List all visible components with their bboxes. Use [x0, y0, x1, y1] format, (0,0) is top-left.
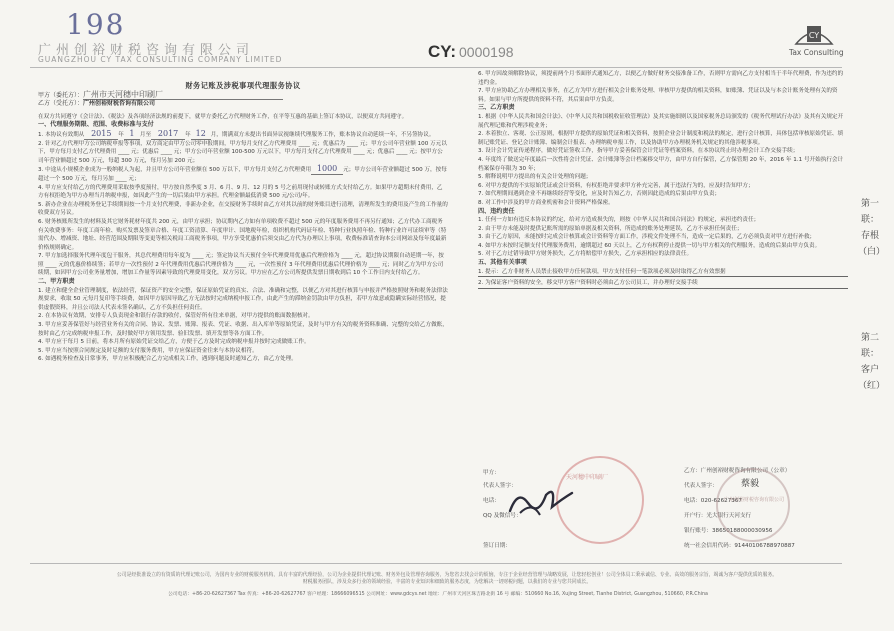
party-a-seal-text: 天河穗中印刷厂	[566, 474, 609, 481]
party-b-rep-label: 代表人签字：	[684, 483, 718, 489]
section-4-heading: 四、违约责任	[478, 207, 515, 215]
clause-3-3: 3. 设计会计凭证传递程序，做好凭证签收工作，指导甲方妥善保管会计凭证等档案资料，在本协议终止时办理会计工作交接手续；	[478, 148, 799, 155]
footer-line-1: 公司是经批准设立的有资质的代理记账公司，为国内专业的财税服务机构，具有丰富的代理经验，公司为企业提供代理记账、财务外包及管理咨询服务，为您省去找会计的烦恼，专注于企业经营管理与战略发展，让您轻松创业！公司全体员工秉承诚信、专业、高效的服务宗旨，竭诚为客户提供优质的服务。	[116, 572, 778, 578]
footer-contact: 公司电话：+86-20-62627367 Tax 传真：+86-20-62627767 客户经理：18666096515 公司网址：www.gdcys.net 地址：广州市天河区珠吉路北街 16 号 邮编：510660 No.16, Xujing Street, Tianhe District, Guangzhou, 510660, P.R.China	[168, 592, 708, 597]
party-a-name: 广州市天河穗中印刷厂	[83, 91, 283, 101]
clause-4-2: 2. 由于甲方未能及时提供记账所需的原始单据及相关资料，所造成的账务处理延误，乙方不承担任何责任；	[478, 225, 743, 232]
party-a-qq-label: QQ 及微信号：	[483, 513, 522, 519]
footer-text	[32, 572, 862, 587]
clause-2-5: 5. 甲方应当按照合同规定及时足额的支付服务费用，甲方应保证资金往来与本协议相符。	[38, 347, 258, 354]
footer-divider	[30, 563, 842, 564]
party-a-rep-label: 代表人签字：	[483, 483, 517, 489]
section-1-heading: 一、代理服务期限、范围、收费标准与支付	[38, 121, 154, 129]
clause-4-5: 5. 对于乙方过错导致甲方财务损失，乙方将赔偿甲方损失，乙方承担相应的法律责任。	[478, 251, 693, 258]
clause-2-7: 7. 甲方应协助乙方办理相关事务，在乙方为甲方进行相关会计账务处理、审核甲方提供的相关资料，如账簿、凭证以及与本会计账务处理有关的资料。如果与甲方所提供的资料不符，其后果由甲方负责。	[478, 88, 838, 103]
party-b-line: 乙方（受托方）：广州创裕财税咨询有限公司	[38, 100, 156, 108]
copy-2-label: 第二联：客户（红）	[858, 333, 886, 391]
party-b-phone: 电话：020-62627367	[684, 498, 742, 504]
clause-2-6: 6. 如遇税务检查及日常事务，甲方应积极配合乙方完成相关工作，遇到问题及时通知乙方，由乙方处理。	[38, 356, 297, 363]
party-b-bank: 开户行：光大银行天河支行	[684, 513, 752, 519]
clause-3-2: 2. 本着独立、客观、公正原则，根据甲方提供的原始凭证和相关资料，按照企业会计制度和税法的规定，进行会计核算，具体包括审核原始凭证、填制记账凭证、登记会计账簿、编制会计报表、办理纳税申报工作，以及协助甲方办理税务机关规定的其他涉税事项。	[478, 131, 844, 146]
copy-1-label: 第一联：存根（白）	[858, 199, 886, 257]
handwritten-number: 198	[66, 8, 126, 41]
clause-4-1: 1. 任何一方如有违反本协议的约定，给对方造成损失的，则按《中华人民共和国合同法》的规定，承担违约责任；	[478, 217, 760, 224]
section-5-heading: 五、其他有关事项	[478, 259, 527, 267]
clause-1-1: 1. 本协议有效期从 2015 年 1 月至 2017 年 12 月，期满双方未提出书面异议视继续代理服务工作，账本协议自动延续一年，不另签协议。	[38, 128, 435, 138]
document-code: CY: 0000198	[428, 42, 514, 61]
clause-2-2: 2. 在本协议有效期，安排专人负责现金和银行存款的收付，保管好所有往来单据，对甲方提供的账面数据核对。	[38, 313, 314, 320]
party-a-signature	[506, 481, 576, 521]
party-a-date-label: 签订日期：	[483, 543, 511, 549]
clause-3-4: 4. 年度终了做送完年度最后一次性将会计凭证、会计账簿等会计档案移交甲方，由甲方自行保管，乙方保管期 20 年，2016 年 1.1 号开始执行会计档案保存年限为 30 年；	[478, 156, 844, 172]
clause-2-4: 4. 甲方应于每月 5 日前，将本月所有原始凭证交给乙方，方便于乙方及时完成纳税申报并按时完成做账工作。	[38, 339, 310, 346]
clause-4-3: 3. 由于乙方原因，未能按时完成会计核算或会计资料等方面工作，涉税文件处理不当，造成一定后果的，乙方必须负责对甲方进行补救；	[478, 234, 816, 241]
section-3-heading: 三、乙方职责	[478, 104, 515, 112]
cy-company-logo	[794, 18, 834, 48]
left-column	[38, 82, 448, 364]
clause-4-4: 4. 如甲方未按时足额支付代理服务费用，逾期超过 60 天以上，乙方有权利停止提供一切与甲方相关的代理服务，造成的后果由甲方负责。	[478, 242, 821, 249]
clause-3-8: 8. 对工作中涉及的甲方商业机密和会计资料严格保密。	[478, 199, 614, 206]
agreement-title: 财务记账及涉税事项代理服务协议	[185, 81, 301, 90]
intro-text: 在双方共同遵守《会计法》、《税法》及各项经济法规的前提下，就甲方委托乙方代理财务工作，在平等互惠的基础上签订本协议，以便双方共同遵守。	[38, 113, 408, 120]
svg-text:CY: CY	[808, 31, 820, 40]
document-number: 0000198	[459, 44, 514, 60]
header-divider	[30, 67, 842, 68]
party-b-company-seal	[716, 468, 790, 542]
clause-1-6: 6. 财务核账所发生的材料及其它财务耗材年度共 200 元，由甲方承担；协议期内乙方如有单项收费不超过 500 元的年度服务费用不再另行通知；乙方代办工商税务有关收费事务：年度工商年检、购买发票及签章合格、年度工资清算、年度审计、国地税年检，组织机构代码证年检、特种行业执照年检、特种行业许可证续审等（特需代办、增减资、地址、经营范围及期限等变更等相关税局工商税务事项，甲方享受优惠价后须交由乙方代为办理以上事项，收费标准请查询本公司网站及每年度最新价格规则确定。	[38, 218, 447, 251]
section-2-heading: 二、甲方职责	[38, 278, 75, 286]
party-a-line: 甲方（委托方）：广州市天河穗中印刷厂	[38, 91, 448, 101]
clause-5-1: 1. 提示：乙方非财务人员禁止接收甲方任何款项，甲方支付任何一笔款项必须及时取得乙方有效票据	[478, 268, 848, 278]
footer-line-2: 财税服务团队，涉及众多行业的领域经验，丰富的专业知识和细致的服务态度，为您解决一切财税问题，以我们的专业与您共同成长。	[302, 579, 592, 586]
company-name-en: GUANGZHOU CY TAX CONSULTING COMPANY LIMITED	[38, 55, 283, 64]
logo-caption: Tax Consulting	[789, 48, 844, 57]
clause-3-1: 1. 根据《中华人民共和国会计法》、《中华人民共和国税收征收管理法》及其实施细则以及国家税务总局颁发的《税务代理试行办法》及其有关规定开展代理记账和代理涉税业务；	[478, 113, 844, 129]
clause-3-6: 6. 对甲方提供的不实原始凭证或会计资料，有权拒绝并要求甲方补充完善，属于违法行为的，应及时告知甲方；	[478, 182, 754, 189]
right-column	[478, 70, 848, 289]
clause-1-2: 2. 针对乙方代理甲方公司纳税申报等事项，双方商定由甲方公司零申报期间，甲方每月支付乙方代理费用 ____ 元；优惠后为 ____ 元；甲方公司年营业额 100 万元以下，甲方每月支付乙方代理费用 ____ 元；优惠后 ____ 元；甲方公司年营业额 100-500 万元以下，甲方每月支付乙方代理费用 ____ 元；优惠后 ____ 元；按甲方公司年营业额超过 500 万元，每超 300 万元，每月另加 200 元；	[38, 140, 447, 164]
clause-3-5: 5. 解释说明甲方提出的有关会计处理的问题；	[478, 174, 592, 181]
party-b-name: 广州创裕财税咨询有限公司	[83, 100, 156, 108]
clause-2-3: 3. 甲方应妥善保管好与经营业务有关的合同、协议、发票、账簿、报表、凭证、收据、出入库单等原始凭证，及时与甲方有关的税务资料准确、完整的交给乙方做账，按时由乙方完成纳税申报工作，及时做好甲方领用发票、验旧发票、填开发票等各方面工作。	[38, 322, 448, 337]
party-a-phone-label: 电话：	[483, 498, 500, 504]
clause-5-2: 2. 为保证客户资料的安全，移交甲方客户资料时必须由乙方公司员工，并办理好交接手续	[478, 279, 848, 289]
clause-1-4: 4. 甲方应支付给乙方的代理费用采取按季度预付，甲方按自然季度 3 月、6 月、9 月、12 月的 5 号之前用现付或转账方式支付给乙方。如果甲方超期未付费用，乙方有权拒绝为甲方办理当月纳税申报，如因此产生的一切后果由甲方承担。代理金额最低消费 500 元/公司/年。	[38, 184, 443, 200]
clause-2-6b: 6. 甲方因故须解除协议，须提前两个月书面形式通知乙方，以便乙方做好财务交接准备工作，否则甲方需向乙方支付相当于半年代理费，作为违约的违约金。	[478, 71, 844, 86]
party-b-account: 银行账号：38650188000030956	[684, 528, 773, 534]
company-name-cn: 广州创裕财税咨询有限公司	[38, 43, 255, 58]
party-b-sign-label: 乙方：广州创裕财税咨询有限公司（公章）	[684, 468, 791, 474]
clause-1-7: 7. 甲方加选择服务代理年度包干服务，其总代理费用每年度为 ____ 元；签定协议当天预付全年代理费用优惠后代理价格为 ____ 元，超过协议期限自动延期一年，按照 ____ 元的优惠价格续签；若甲方一次性预付 2 年代理费用优惠后代理价格为 ____ 元，一次性预付 3 年代理费用优惠后代理价格为 ____ 元；同时乙方为甲方公司续期，如因甲方公司业务量增加，增加工作量等因素导致的代理费用变化，双方另议。甲方应在乙方公司所提供发票日期收到后 10 个工作日内支付给乙方。	[38, 253, 444, 277]
clause-1-3: 3. 中途从小规模企业成为一般纳税人为起，并且甲方公司年营业额在 500 万以下，甲方每月支付乙方代理费用 1000 元；甲方公司年营业额超过 500 万，按每超过一个 500 万元，每月另加 ____ 元；	[38, 164, 447, 182]
party-b-seal-text: 广州创裕财税咨询有限公司	[724, 497, 785, 503]
clause-2-1: 1. 建立和健全企业管理制度，依法经营，保证资产的安全完整，保证原始凭证的真实、合法、准确和完整，以便乙方对其进行核算与申报并严格按照财务和税务法律法规要求，收取 50 元每月复印等手续费，如因甲方原因导致乙方无法按时完成纳税申报工作，由此产生的滞纳金罚款由甲方负担，若甲方故意或隐瞒实际经营情况，提供虚假资料，并且公司法人代表未签名确认，乙方不负担任何责任。	[38, 287, 448, 311]
party-b-credit-code: 统一社会信用代码：91440106788970887	[684, 543, 795, 549]
clause-3-7: 7. 如代理期间遇到企业不再继续经营等变化，应及时告知乙方，否则因此造成的后果由甲方负责；	[478, 191, 721, 198]
clause-1-5: 5. 新办企业在办理税务登记手续期间按一个月支付代理费，非新办企业，在交接财务手续时由乙方对其以前的财务账目进行清理，清理所发生的费用及产生的工作量的收费双方另议。	[38, 201, 448, 217]
party-a-sign-label: 甲方：	[483, 470, 500, 476]
party-b-signature: 蔡毅	[741, 479, 760, 489]
